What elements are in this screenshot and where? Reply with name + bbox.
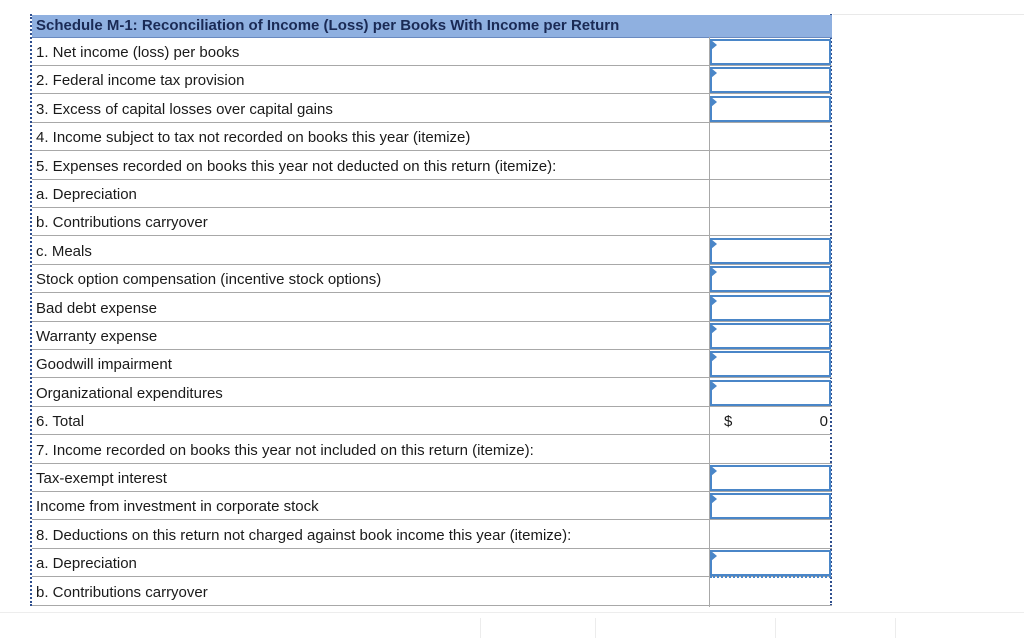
footer-divider	[480, 618, 481, 638]
input-marker-icon	[711, 381, 717, 391]
footer-divider	[595, 618, 596, 638]
amount-input[interactable]	[710, 380, 831, 406]
row-label: 1. Net income (loss) per books	[36, 44, 240, 61]
row-label: b. Contributions carryover	[36, 584, 208, 601]
amount-input[interactable]	[710, 550, 831, 576]
input-marker-icon	[711, 97, 717, 107]
row-label: c. Meals	[36, 243, 92, 260]
row-label: Organizational expenditures	[36, 385, 223, 402]
amount-input[interactable]	[710, 465, 831, 491]
top-divider	[833, 14, 1024, 15]
row-label: 2. Federal income tax provision	[36, 72, 245, 89]
bottom-divider	[0, 612, 1024, 613]
row-divider	[32, 519, 832, 520]
schedule-row	[32, 208, 832, 236]
input-marker-icon	[711, 239, 717, 249]
amount-input[interactable]	[710, 493, 831, 519]
footer-divider	[775, 618, 776, 638]
input-marker-icon	[711, 551, 717, 561]
input-marker-icon	[711, 324, 717, 334]
amount-input[interactable]	[710, 351, 831, 377]
schedule-header	[32, 15, 832, 38]
row-label: 4. Income subject to tax not recorded on books this year (itemize)	[36, 129, 471, 146]
row-label: Goodwill impairment	[36, 356, 172, 373]
input-marker-icon	[711, 352, 717, 362]
row-label: Tax-exempt interest	[36, 470, 167, 487]
input-marker-icon	[711, 296, 717, 306]
row-divider	[32, 93, 832, 94]
row-divider	[32, 235, 832, 236]
amount-input[interactable]	[710, 266, 831, 292]
amount-input[interactable]	[710, 39, 831, 65]
footer-divider	[895, 618, 896, 638]
row-divider	[32, 150, 832, 151]
schedule-row	[32, 578, 832, 606]
schedule-row	[32, 152, 832, 180]
schedule-row	[32, 521, 832, 549]
row-label: 6. Total	[36, 413, 85, 430]
amount-input[interactable]	[710, 238, 831, 264]
row-label: 8. Deductions on this return not charged against book income this year (itemize):	[36, 527, 572, 544]
amount-input[interactable]	[710, 323, 831, 349]
input-marker-icon	[711, 494, 717, 504]
schedule-row	[32, 436, 832, 464]
amount-input[interactable]	[710, 295, 831, 321]
row-label: 7. Income recorded on books this year not included on this return (itemize):	[36, 442, 534, 459]
row-label: a. Depreciation	[36, 555, 137, 572]
total-value: 0	[819, 413, 828, 430]
amount-input[interactable]	[710, 96, 831, 122]
input-marker-icon	[711, 466, 717, 476]
row-label: Stock option compensation (incentive stock options)	[36, 271, 382, 288]
row-divider	[32, 377, 832, 378]
row-label: a. Depreciation	[36, 186, 137, 203]
row-divider	[32, 292, 832, 293]
input-marker-icon	[711, 267, 717, 277]
row-label: Warranty expense	[36, 328, 158, 345]
row-label: 5. Expenses recorded on books this year not deducted on this return (itemize):	[36, 158, 557, 175]
row-label: 3. Excess of capital losses over capital gains	[36, 101, 333, 118]
schedule-row	[32, 123, 832, 151]
row-label: b. Contributions carryover	[36, 214, 208, 231]
row-label: Income from investment in corporate stock	[36, 498, 319, 515]
schedule-title: Schedule M-1: Reconciliation of Income (Loss) per Books With Income per Return	[36, 17, 620, 34]
schedule-row	[32, 180, 832, 208]
row-divider	[32, 434, 832, 435]
row-label: Bad debt expense	[36, 300, 157, 317]
input-marker-icon	[711, 40, 717, 50]
schedule-row	[32, 407, 832, 435]
input-marker-icon	[711, 68, 717, 78]
row-divider	[32, 605, 832, 606]
currency-symbol: $	[724, 413, 733, 430]
amount-input[interactable]	[710, 67, 831, 93]
